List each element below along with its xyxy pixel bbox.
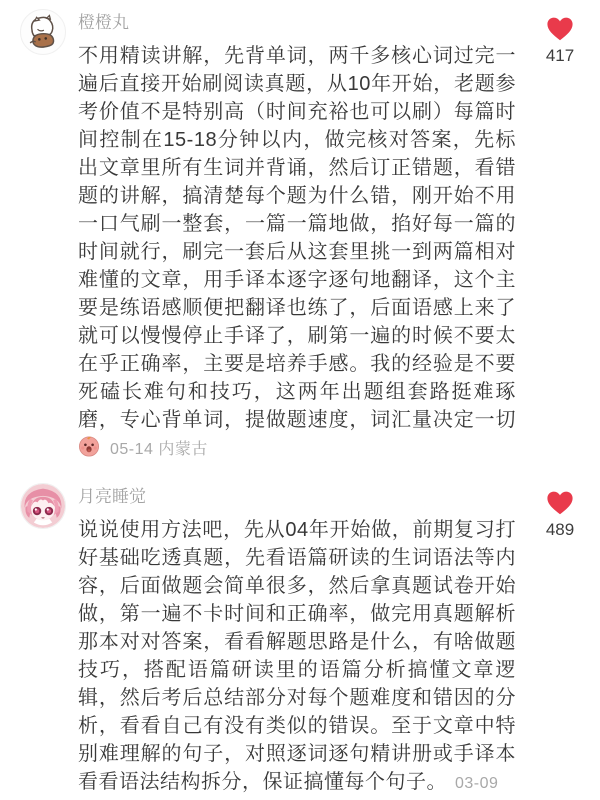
comment-username[interactable]: 橙橙丸 xyxy=(78,13,129,32)
like-count: 417 xyxy=(545,46,575,65)
comment-date-location: 05-14 内蒙古 xyxy=(110,441,208,458)
comment-content xyxy=(78,483,516,798)
avatar[interactable] xyxy=(20,483,66,529)
comment-date: 03-09 xyxy=(455,775,499,792)
comment-text: 不用精读讲解，先背单词，两千多核心词过完一遍后直接开始刷阅读真题，从10年开始，老题参考价值不是特别高（时间充裕也可以刷）每篇时间控制在15-18分钟以内，做完核对答案，先标出文章里所有生词并背诵，然后订正错题，看错题的讲解，搞清楚每个题为什么错，刚开始不用一口气刷一整套，一篇一篇地做，掐好每一篇的时间就行，刷完一套后从这套里挑一到两篇相对难懂的文章，用手译本逐字逐句地翻译，这个主要是练语感顺便把翻译也练了，后面语感上来了就可以慢慢停止手译了，刷第一遍的时候不要太在乎正确率，主要是培养手感。我的经验是不要死磕长难句和技巧，这两年出题组套路挺难琢磨，专心背单词，提做题速度，词汇量决定一切05-14 内蒙古 xyxy=(78,45,516,458)
comment-username[interactable]: 月亮睡觉 xyxy=(78,487,146,506)
like-count: 489 xyxy=(545,520,575,539)
white-cat-brown-dog-avatar-image xyxy=(21,10,65,54)
like-column xyxy=(536,483,584,540)
like-heart-icon[interactable] xyxy=(545,15,575,43)
comment-item[interactable] xyxy=(0,474,600,798)
like-heart-icon[interactable] xyxy=(545,489,575,517)
comment-text: 说说使用方法吧，先从04年开始做，前期复习打好基础吃透真题，先看语篇研读的生词语法等内容，后面做题会简单很多，然后拿真题试卷开始做，第一遍不卡时间和正确率，做完用真题解析那本对对答案，看看解题思路是什么，有啥做题技巧，搭配语篇研读里的语篇分析搞懂文章逻辑，然后考后总结部分对每个题难度和错因的分析，看看自己有没有类似的错误。至于文章中特别难理解的句子，对照逐词逐句精讲册或手译本看看语法结构拆分，保证搞懂每个句子。 03-09 xyxy=(78,519,516,793)
blushing-pig-face-emoji xyxy=(78,435,100,457)
like-column xyxy=(536,9,584,66)
avatar[interactable] xyxy=(20,9,66,55)
comment-content xyxy=(78,9,516,464)
pink-anime-girl-avatar-image xyxy=(21,484,65,528)
